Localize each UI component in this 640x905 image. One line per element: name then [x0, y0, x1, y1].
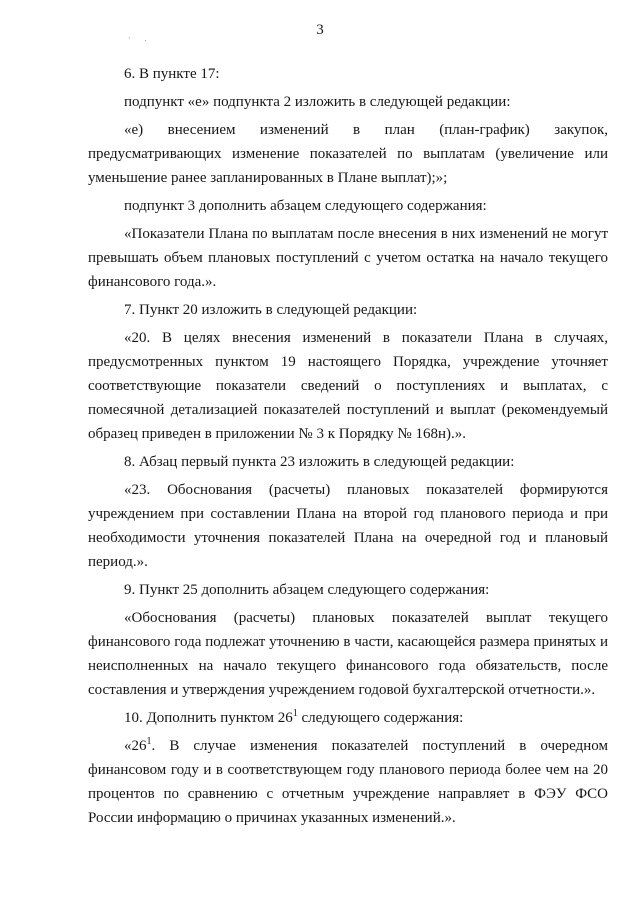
paragraph-subpoint-3-text: «Показатели Плана по выплатам после внесения в них изменений не могут превышать объем плановых поступлений с учетом остатка на начало текущего финансового года.».	[88, 226, 608, 290]
superscript: 1	[146, 736, 152, 747]
paragraph-item-9-heading: 9. Пункт 25 дополнить абзацем следующего содержания:	[124, 582, 490, 598]
paragraph-subpoint-e-text: «е) внесением изменений в план (план-график) закупок, предусматривающих изменение показателей по выплатам (увеличение или уменьшение ранее запланированных в Плане выплат);»;	[88, 122, 608, 186]
paragraph-item-8-heading: 8. Абзац первый пункта 23 изложить в следующей редакции:	[124, 454, 515, 470]
superscript: 1	[292, 708, 298, 719]
scan-artifact: · .	[128, 34, 153, 43]
text-fragment: следующего содержания:	[297, 710, 464, 726]
paragraph-item-10-heading	[88, 706, 608, 730]
paragraph-item-26-1-text	[88, 734, 608, 830]
paragraph-item-25-text: «Обоснования (расчеты) плановых показателей выплат текущего финансового года подлежат уточнению в части, касающейся размера принятых и неисполненных на начало текущего финансового года обязательств, после составления и утверждения учреждением годовой бухгалтерской отчетности.».	[88, 610, 608, 698]
text-fragment: «26	[124, 738, 147, 754]
text-fragment: 10. Дополнить пунктом 26	[124, 710, 293, 726]
document-body	[88, 62, 608, 834]
paragraph-item-6-heading: 6. В пункте 17:	[124, 66, 220, 82]
text-fragment: . В случае изменения показателей поступлений в очередном финансовом году и в соответствующем году планового периода более чем на 20 процентов по сравнению с отчетным учреждение направляет в ФЭУ ФСО России информацию о причинах указанных изменений.».	[88, 738, 608, 826]
paragraph-subpoint-e: подпункт «е» подпункта 2 изложить в следующей редакции:	[124, 94, 511, 110]
paragraph-subpoint-3: подпункт 3 дополнить абзацем следующего содержания:	[124, 198, 487, 214]
paragraph-item-20-text: «20. В целях внесения изменений в показатели Плана в случаях, предусмотренных пунктом 19 настоящего Порядка, учреждение уточняет соответствующие показатели сведений о поступлениях и выплатах, с помесячной детализацией показателей поступлений и выплат (рекомендуемый образец приведен в приложении № 3 к Порядку № 168н).».	[88, 330, 608, 442]
paragraph-item-23-text: «23. Обоснования (расчеты) плановых показателей формируются учреждением при составлении Плана на второй год планового периода и при необходимости уточнения показателей Плана на очередной год и плановый период.».	[88, 482, 608, 570]
paragraph-item-7-heading: 7. Пункт 20 изложить в следующей редакции:	[124, 302, 418, 318]
page-number: 3	[316, 22, 324, 38]
